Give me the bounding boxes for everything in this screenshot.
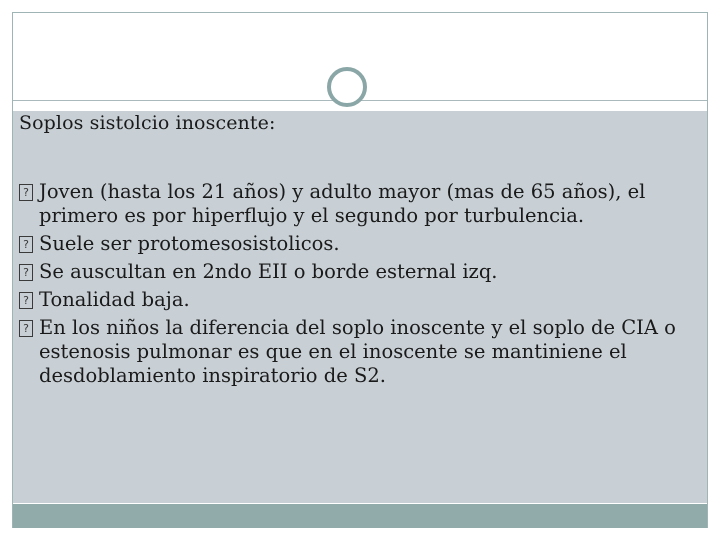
bullet-list [19,180,679,392]
bullet-text: Suele ser protomesosistolicos. [39,232,340,255]
bullet-text: Joven (hasta los 21 años) y adulto mayor (mas de 65 años), el primero es por hiperflujo y el segundo por turbulencia. [39,180,646,227]
missing-glyph-icon: ? [19,264,33,281]
bullet-item [19,288,679,312]
bullet-text: En los niños la diferencia del soplo inoscente y el soplo de CIA o estenosis pulmonar es que en el inoscente se mantiniene el desdoblamiento inspiratorio de S2. [39,316,676,387]
bullet-text: Tonalidad baja. [39,288,190,311]
bullet-item [19,260,679,284]
bullet-text: Se auscultan en 2ndo EII o borde esternal izq. [39,260,498,283]
footer-bar [13,504,707,528]
missing-glyph-icon: ? [19,292,33,309]
slide-heading: Soplos sistolcio inoscente: [19,112,276,134]
missing-glyph-icon: ? [19,184,33,201]
bullet-item [19,232,679,256]
bullet-item [19,316,679,388]
circle-ornament-icon [327,67,367,107]
bullet-item [19,180,679,228]
missing-glyph-icon: ? [19,320,33,337]
missing-glyph-icon: ? [19,236,33,253]
